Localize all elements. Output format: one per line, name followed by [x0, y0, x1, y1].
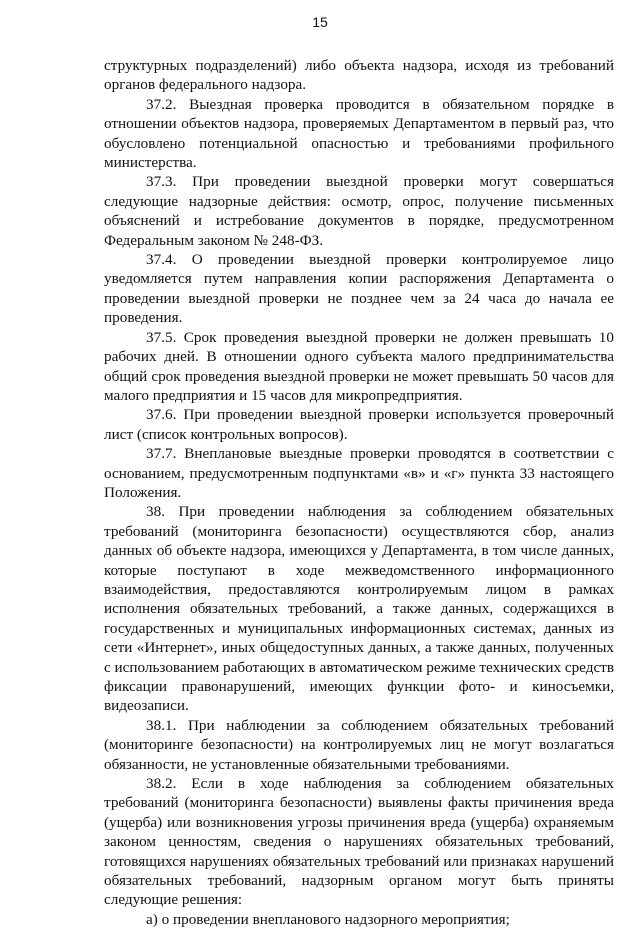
paragraph-37-6: 37.6. При проведении выездной проверки используется проверочный лист (список контрольных вопросов). — [104, 406, 614, 443]
paragraph-37-4: 37.4. О проведении выездной проверки контролируемое лицо уведомляется путем направления копии распоряжения Департамента о проведении выездной проверки не позднее чем за 24 часа до начала ее проведения. — [104, 251, 614, 327]
paragraph-37-5: 37.5. Срок проведения выездной проверки не должен превышать 10 рабочих дней. В отношении одного субъекта малого предпринимательства общий срок проведения выездной проверки не может превышать 50 часов для малого предприятия и 15 часов для микропредприятия. — [104, 328, 614, 404]
paragraph-continuation: структурных подразделений) либо объекта надзора, исходя из требований органов федерального надзора. — [104, 57, 614, 94]
paragraph-38-2: 38.2. Если в ходе наблюдения за соблюдением обязательных требований (мониторинга безопасности) выявлены факты причинения вреда (ущерба) или возникновения угрозы причинения вреда (ущерба) охраняемым законом ценностям, сведения о нарушениях обязательных требований, готовящихся нарушениях обязательных требований или признаках нарушений обязательных требований, надзорным органом могут быть приняты следующие решения: — [104, 775, 614, 909]
paragraph-37-7: 37.7. Внеплановые выездные проверки проводятся в соответствии с основанием, предусмотренным подпунктами «в» и «г» пункта 33 настоящего Положения. — [104, 445, 614, 501]
paragraph-38-1: 38.1. При наблюдении за соблюдением обязательных требований (мониторинге безопасности) на контролируемых лиц не могут возлагаться обязанности, не установленные обязательными требованиями. — [104, 716, 614, 773]
document-body — [104, 56, 614, 929]
page-number: 15 — [312, 14, 328, 30]
paragraph-37-3: 37.3. При проведении выездной проверки могут совершаться следующие надзорные действия: осмотр, опрос, получение письменных объяснений и истребование документов в порядке, предусмотренном Федеральным законом № 248-ФЗ. — [104, 173, 614, 249]
paragraph-38: 38. При проведении наблюдения за соблюдением обязательных требований (мониторинга безопасности) осуществляются сбор, анализ данных об объекте надзора, имеющихся у Департамента, в том числе данных, которые поступают в ходе межведомственного информационного взаимодействия, предоставляются контролируемым лицом в рамках исполнения обязательных требований, а также данных, содержащихся в государственных и муниципальных информационных системах, данных из сети «Интернет», иных общедоступных данных, а также данных, полученных с использованием работающих в автоматическом режиме технических средств фиксации правонарушений, имеющих функции фото- и киносъемки, видеозаписи. — [104, 503, 614, 715]
paragraph-38-2-a: а) о проведении внепланового надзорного мероприятия; — [146, 910, 510, 928]
paragraph-37-2: 37.2. Выездная проверка проводится в обязательном порядке в отношении объектов надзора, проверяемых Департаментом в первый раз, что обусловлено потенциальной опасностью и требованиями профильного министерства. — [104, 95, 614, 172]
